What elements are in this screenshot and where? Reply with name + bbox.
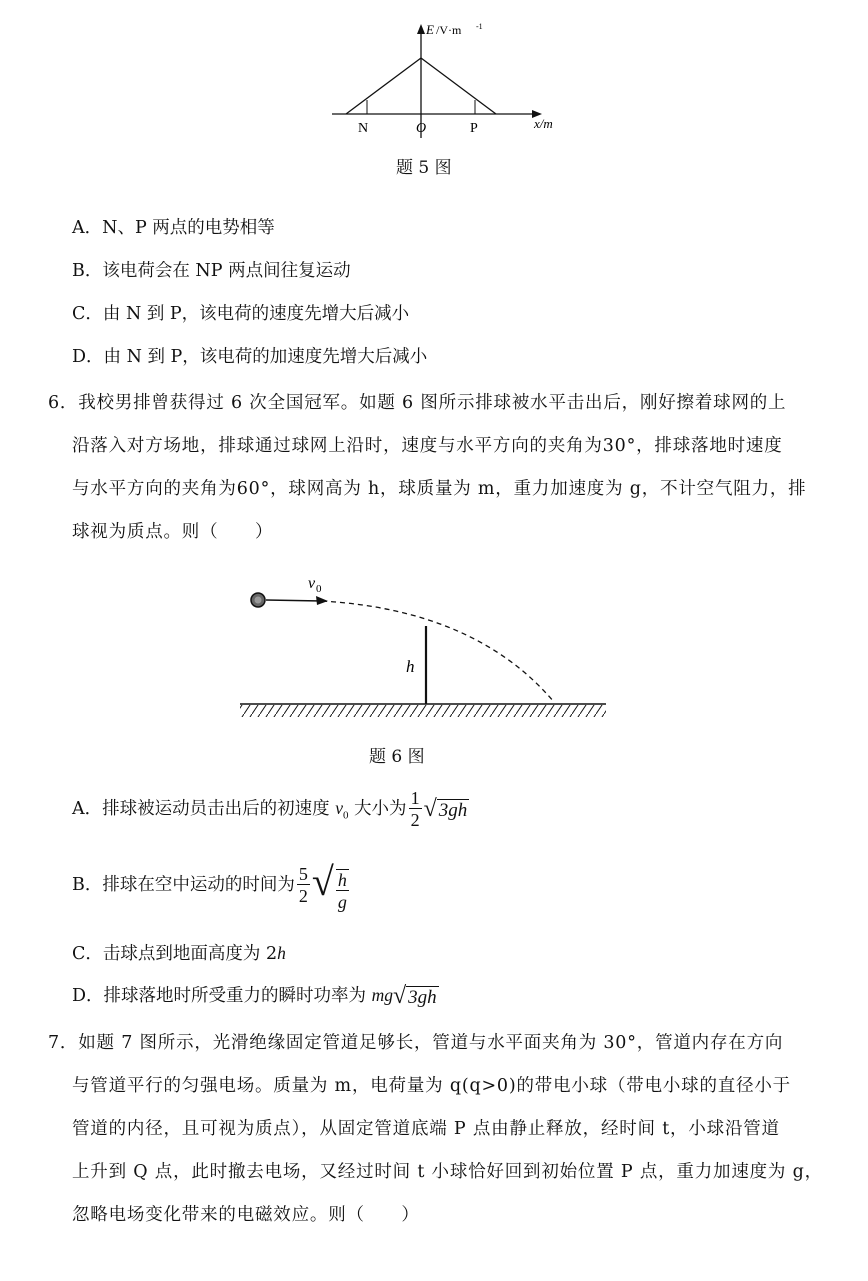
q6-option-a-sub: 0 — [342, 809, 349, 822]
q6-option-b-sqrt: √ $\frac{h}{g}$ — [311, 859, 347, 912]
fig6-ball-shade — [255, 597, 262, 604]
figure-5-caption: 题 5 图 — [396, 158, 452, 178]
fig6-label-h: h — [406, 657, 415, 676]
q7-line-1: 7．如题 7 图所示，光滑绝缘固定管道足够长，管道与水平面夹角为 30°，管道内存在方向 — [48, 1033, 784, 1053]
q6-option-a — [72, 788, 469, 831]
q6-option-b-text: B．排球在空中运动的时间为 — [72, 875, 295, 895]
q7-line-2: 与管道平行的匀强电场。质量为 m，电荷量为 q(q>0)的带电小球（带电小球的直径小于 — [72, 1076, 791, 1096]
q7-line-4: 上升到 Q 点，此时撤去电场，又经过时间 t 小球恰好回到初始位置 P 点，重力加速度为 g， — [72, 1162, 823, 1182]
q6-option-a-num: 1 — [410, 788, 420, 808]
q6-option-b-rad-num: h — [337, 869, 347, 890]
q6-option-c-text: C．击球点到地面高度为 2 — [72, 944, 278, 964]
q6-option-b — [72, 858, 351, 913]
figure-6-caption: 题 6 图 — [369, 747, 425, 767]
fig5-tick-n: N — [358, 121, 369, 136]
q6-option-a-den: 2 — [410, 810, 420, 830]
q6-option-c-var: h — [277, 943, 286, 963]
q6-option-b-rad-frac — [336, 869, 349, 913]
fig6-ground-hatch — [240, 705, 606, 717]
q6-option-a-rad: 3gh — [438, 800, 468, 821]
q6-line-2: 沿落入对方场地，排球通过球网上沿时，速度与水平方向的夹角为30°，排球落地时速度 — [72, 436, 783, 456]
q6-option-d-rad: 3gh — [408, 987, 437, 1008]
q6-option-b-rad-den: g — [337, 891, 347, 912]
q6-option-d-sqrt: √ 3gh — [392, 983, 437, 1009]
fig6-trajectory — [322, 601, 554, 702]
q6-option-a-sqrt: √ 3gh — [423, 796, 468, 822]
q5-option-a: A．N、P 两点的电势相等 — [72, 218, 275, 238]
q6-option-c — [72, 940, 286, 965]
fig5-e-left — [346, 58, 421, 114]
q6-line-1: 6．我校男排曾获得过 6 次全国冠军。如题 6 图所示排球被水平击出后，刚好擦着球网的上 — [48, 393, 787, 413]
fig5-label-unit: /V·m — [436, 23, 462, 37]
fig6-label-v0-sub: 0 — [316, 583, 322, 595]
fig5-label-e: E — [426, 22, 434, 37]
fig6-velocity-arrowhead — [316, 596, 328, 605]
q7-line-5: 忽略电场变化带来的电磁效应。则（ ） — [72, 1205, 420, 1225]
fig5-e-right — [421, 58, 496, 114]
q6-option-d-text: D．排球落地时所受重力的瞬时功率为 — [72, 986, 372, 1006]
q6-line-4: 球视为质点。则（ ） — [72, 522, 274, 542]
q6-option-d-var: mg — [371, 985, 393, 1005]
fig5-y-arrow — [417, 24, 425, 34]
fig5-tick-o: O — [416, 121, 427, 136]
q5-option-c: C．由 N 到 P，该电荷的速度先增大后减小 — [72, 304, 410, 324]
q6-line-3: 与水平方向的夹角为60°，球网高为 h，球质量为 m，重力加速度为 g，不计空气阻力，排 — [72, 479, 807, 499]
figure-5-graph — [320, 20, 580, 140]
fig5-tick-p: P — [470, 121, 478, 136]
fig6-velocity-arrow — [266, 600, 322, 601]
q6-option-a-fraction — [409, 788, 422, 831]
q5-option-d: D．由 N 到 P，该电荷的加速度先增大后减小 — [72, 347, 428, 367]
q6-option-b-fraction — [297, 864, 310, 907]
q6-option-d — [72, 982, 439, 1010]
q5-option-b: B．该电荷会在 NP 两点间往复运动 — [72, 261, 351, 281]
q6-option-a-text: A．排球被运动员击出后的初速度 — [72, 799, 336, 819]
fig5-label-x: x/m — [534, 116, 553, 131]
q6-option-b-num: 5 — [298, 864, 308, 884]
fig6-label-v0: v — [308, 575, 316, 592]
q6-option-a-v: v — [335, 798, 343, 818]
fig5-label-exp: -1 — [476, 22, 483, 31]
q6-option-b-den: 2 — [298, 886, 308, 906]
q7-line-3: 管道的内径，且可视为质点），从固定管道底端 P 点由静止释放，经时间 t，小球沿管道 — [72, 1119, 780, 1139]
q6-option-a-mid: 大小为 — [348, 799, 407, 819]
figure-6-diagram — [236, 570, 612, 730]
